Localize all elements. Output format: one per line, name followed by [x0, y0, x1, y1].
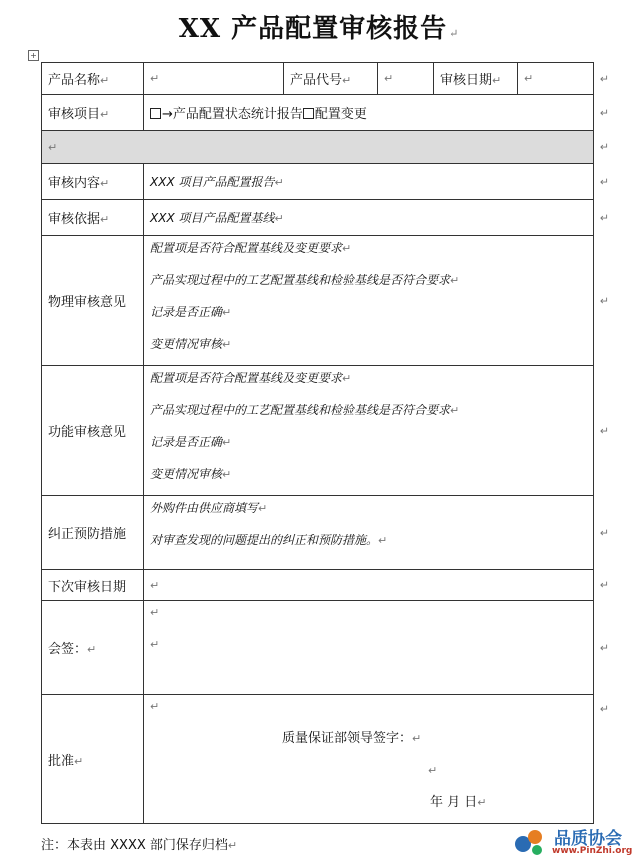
product-code-field[interactable]: ↵	[378, 63, 434, 95]
audit-date-field[interactable]: ↵ ↵	[518, 63, 594, 95]
physical-audit-opinions[interactable]: 配置项是否符合配置基线及变更要求↵ 产品实现过程中的工艺配置基线和检验基线是否符合要求↵ 记录是否正确↵ 变更情况审核↵ ↵	[144, 236, 594, 366]
logo-name: 品质协会	[554, 829, 622, 849]
functional-audit-line: 记录是否正确↵	[150, 435, 232, 449]
audit-items-row	[42, 95, 594, 131]
footer-note: 注：本表由 XXXX 部门保存归档↵	[41, 838, 238, 853]
next-audit-date-field[interactable]: ↵ ↵	[144, 570, 594, 601]
functional-audit-line: 产品实现过程中的工艺配置基线和检验基线是否符合要求↵	[150, 403, 460, 417]
physical-audit-row	[42, 236, 594, 366]
audit-content-label: 审核内容↵	[42, 164, 144, 200]
header-info-row	[42, 63, 594, 95]
functional-audit-line: 变更情况审核↵	[150, 467, 232, 481]
table-move-handle-icon[interactable]: +	[28, 50, 39, 61]
corrective-line: 外购件由供应商填写↵	[150, 501, 268, 515]
config-change-option-label: 配置变更	[314, 107, 367, 122]
countersign-label: 会签：↵	[42, 601, 144, 695]
logo-url: www.PinZhi.org	[552, 846, 633, 856]
functional-audit-label: 功能审核意见	[42, 366, 144, 496]
audit-basis-value[interactable]: XXX 项目产品配置基线↵ ↵	[144, 200, 594, 236]
audit-content-value[interactable]: XXX 项目产品配置报告↵ ↵	[144, 164, 594, 200]
physical-audit-line: 产品实现过程中的工艺配置基线和检验基线是否符合要求↵	[150, 273, 460, 287]
corrective-measures[interactable]: 外购件由供应商填写↵ 对审查发现的问题提出的纠正和预防措施。↵ ↵	[144, 496, 594, 570]
corrective-line: 对审查发现的问题提出的纠正和预防措施。↵	[150, 533, 388, 547]
status-report-checkbox[interactable]	[150, 108, 161, 119]
gray-separator-cell: ↵ ↵	[42, 131, 594, 164]
leader-signature-label: 质量保证部领导签字：↵	[282, 731, 422, 746]
approval-row	[42, 695, 594, 824]
functional-audit-row	[42, 366, 594, 496]
product-name-label: 产品名称↵	[42, 63, 144, 95]
corrective-row	[42, 496, 594, 570]
audit-date-label: 审核日期↵	[434, 63, 518, 95]
corrective-label: 纠正预防措施	[42, 496, 144, 570]
physical-audit-line: 配置项是否符合配置基线及变更要求↵	[150, 241, 352, 255]
countersign-field[interactable]: ↵ ↵ ↵	[144, 601, 594, 695]
product-name-field[interactable]: ↵	[144, 63, 284, 95]
product-code-label: 产品代号↵	[284, 63, 378, 95]
approval-label: 批准↵	[42, 695, 144, 824]
page-title: XX 产品配置审核报告 ↵	[178, 14, 460, 44]
physical-audit-line: 记录是否正确↵	[150, 305, 232, 319]
functional-audit-line: 配置项是否符合配置基线及变更要求↵	[150, 371, 352, 385]
countersign-row	[42, 601, 594, 695]
status-report-option-label: →产品配置状态统计报告	[162, 107, 303, 122]
next-audit-row	[42, 570, 594, 601]
site-logo	[512, 824, 632, 860]
audit-items-label: 审核项目↵	[42, 95, 144, 131]
next-audit-label: 下次审核日期	[42, 570, 144, 601]
physical-audit-label: 物理审核意见	[42, 236, 144, 366]
audit-content-row	[42, 164, 594, 200]
audit-basis-row	[42, 200, 594, 236]
audit-basis-label: 审核依据↵	[42, 200, 144, 236]
logo-mark-icon	[512, 824, 546, 858]
approval-date-label: 年 月 日↵	[430, 795, 487, 810]
separator-row	[42, 131, 594, 164]
physical-audit-line: 变更情况审核↵	[150, 337, 232, 351]
audit-items-options: →产品配置状态统计报告 配置变更 ↵	[144, 95, 594, 131]
approval-field[interactable]: ↵ 质量保证部领导签字：↵ ↵ 年 月 日↵ ↵	[144, 695, 594, 824]
audit-report-table	[41, 62, 609, 824]
config-change-checkbox[interactable]	[303, 108, 314, 119]
functional-audit-opinions[interactable]: 配置项是否符合配置基线及变更要求↵ 产品实现过程中的工艺配置基线和检验基线是否符合要求↵ 记录是否正确↵ 变更情况审核↵ ↵	[144, 366, 594, 496]
